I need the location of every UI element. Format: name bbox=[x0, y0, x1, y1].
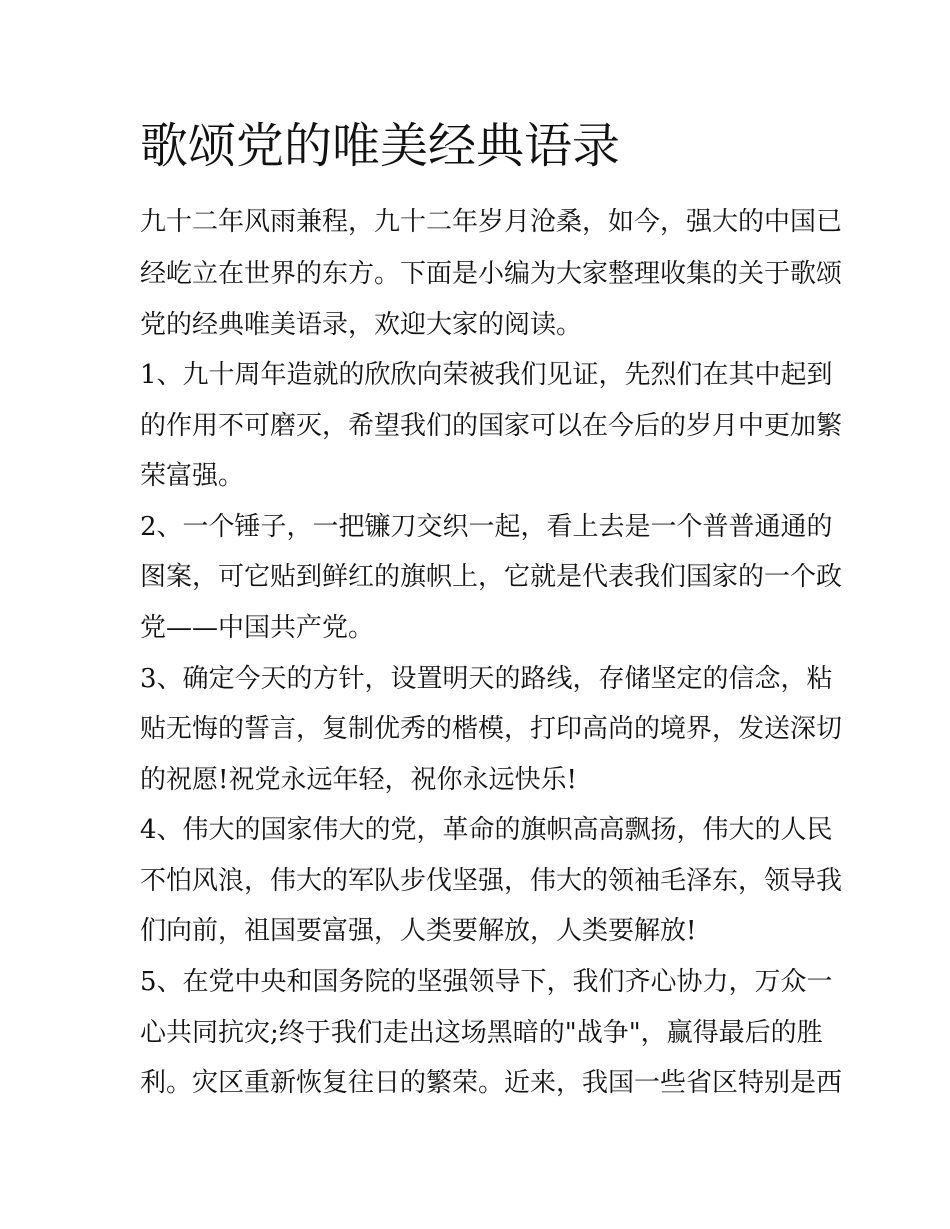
list-item-line: 3、确定今天的方针，设置明天的路线，存储坚定的信念，粘 bbox=[140, 664, 833, 694]
list-item-line: 党——中国共产党。 bbox=[140, 613, 375, 643]
list-item-line: 的祝愿!祝党永远年轻，祝你永远快乐! bbox=[140, 765, 577, 795]
list-item-line: 2、一个锤子，一把镰刀交织一起，看上去是一个普普通通的 bbox=[140, 512, 833, 542]
body-line: 经屹立在世界的东方。下面是小编为大家整理收集的关于歌颂 bbox=[140, 259, 843, 289]
list-item-line: 1、九十周年造就的欣欣向荣被我们见证，先烈们在其中起到 bbox=[140, 360, 833, 390]
list-item-line: 们向前，祖国要富强，人类要解放，人类要解放! bbox=[140, 916, 697, 946]
list-item-line: 图案，可它贴到鲜红的旗帜上，它就是代表我们国家的一个政 bbox=[140, 562, 843, 592]
list-item-line: 荣富强。 bbox=[140, 461, 245, 491]
list-item-line: 心共同抗灾;终于我们走出这场黑暗的"战争"，赢得最后的胜 bbox=[140, 1018, 823, 1048]
body-line: 党的经典唯美语录，欢迎大家的阅读。 bbox=[140, 310, 583, 340]
list-item-line: 不怕风浪，伟大的军队步伐坚强，伟大的领袖毛泽东，领导我 bbox=[140, 866, 843, 896]
list-item-line: 5、在党中央和国务院的坚强领导下，我们齐心协力，万众一 bbox=[140, 967, 833, 997]
list-item-line: 贴无悔的誓言，复制优秀的楷模，打印高尚的境界，发送深切 bbox=[140, 714, 843, 744]
list-item-line: 4、伟大的国家伟大的党，革命的旗帜高高飘扬，伟大的人民 bbox=[140, 815, 833, 845]
body-line: 九十二年风雨兼程，九十二年岁月沧桑，如今，强大的中国已 bbox=[140, 207, 843, 237]
list-item-line: 的作用不可磨灭，希望我们的国家可以在今后的岁月中更加繁 bbox=[140, 411, 843, 441]
list-item-line: 利。灾区重新恢复往日的繁荣。近来，我国一些省区特别是西 bbox=[140, 1068, 843, 1098]
document-title: 歌颂党的唯美经典语录 bbox=[140, 118, 621, 174]
